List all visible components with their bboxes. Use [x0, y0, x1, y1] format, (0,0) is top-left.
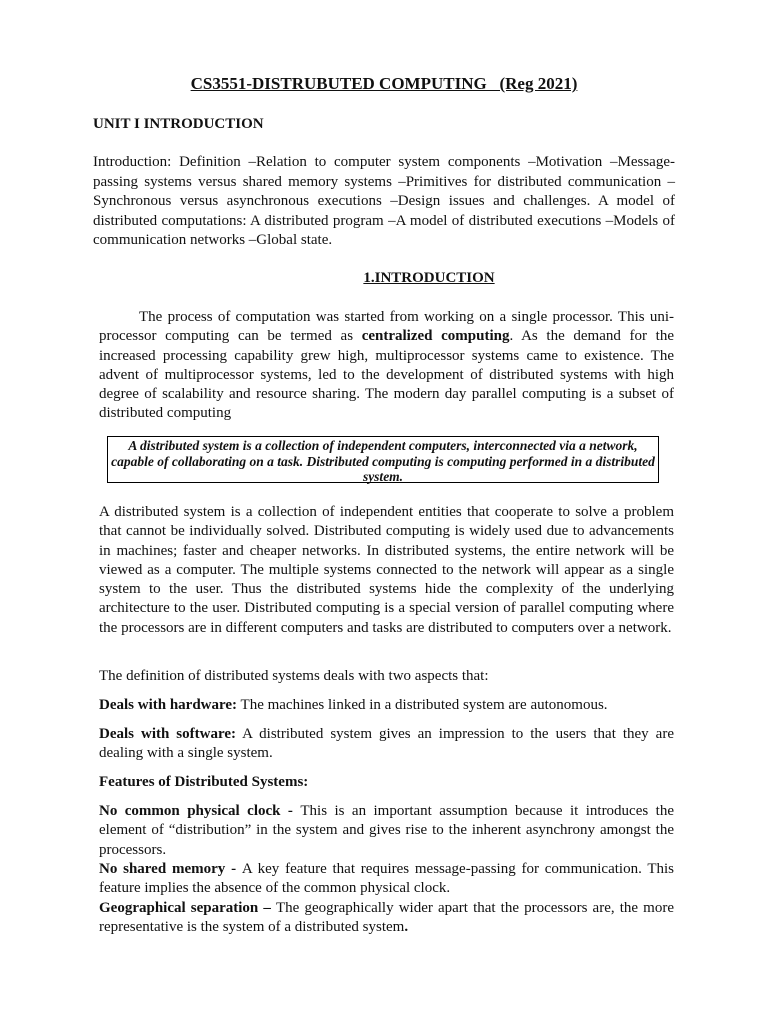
unit-heading: UNIT I INTRODUCTION	[93, 116, 264, 132]
intro-text-after: . As the demand for the increased processing capability grew high, multiprocessor systems came to existence. The advent of multiprocessor systems, led to the development of distributed systems with high degree of scalability and resource sharing. The modern day parallel computing is a subset of distributed computing	[99, 328, 674, 422]
intro-paragraph	[99, 308, 674, 424]
feature-label: No common physical clock -	[99, 803, 301, 819]
intro-text-before: The process of computation was started from working on a single processor. This uni-processor computing can be termed as	[99, 309, 674, 345]
feature-text: This is an important assumption because it introduces the element of “distribution” in the system and gives rise to the inherent asynchrony amongst the processors.	[99, 803, 674, 858]
software-text: A distributed system gives an impression to the users that they are dealing with a single system.	[99, 726, 674, 762]
feature-label: No shared memory -	[99, 861, 242, 877]
hardware-aspect-paragraph	[99, 696, 674, 715]
distributed-system-paragraph: A distributed system is a collection of independent entities that cooperate to solve a problem that cannot be individually solved. Distributed computing is widely used due to advancements in machines; faster and cheaper networks. In distributed systems, the entire network will be viewed as a computer. The multiple systems connected to the network will appear as a single system to the user. Thus the distributed systems hide the complexity of the underlying architecture to the user. Distributed computing is a special version of parallel computing where the processors are in different computers and tasks are distributed to computers over a network.	[99, 504, 674, 636]
features-heading: Features of Distributed Systems:	[99, 774, 309, 790]
syllabus-paragraph: Introduction: Definition –Relation to computer system components –Motivation –Message-passing systems versus shared memory systems –Primitives for distributed communication –Synchronous versus asynchronous executions –Design issues and challenges. A model of distributed computations: A distributed program –A model of distributed executions –Models of communication networks –Global state.	[93, 154, 675, 248]
hardware-label: Deals with hardware:	[99, 697, 238, 713]
feature-item-geography	[99, 899, 674, 938]
software-label: Deals with software:	[99, 726, 237, 742]
definition-box: A distributed system is a collection of independent computers, interconnected via a network, capable of collaborating on a task. Distributed computing is computing performed in a distributed system.	[107, 436, 659, 483]
feature-end-period: .	[404, 919, 409, 936]
feature-text: A key feature that requires message-passing for communication. This feature implies the absence of the common physical clock.	[99, 861, 675, 897]
feature-item-clock	[99, 802, 674, 860]
feature-item-memory	[99, 860, 674, 899]
software-aspect-paragraph	[99, 725, 674, 764]
section-heading: 1.INTRODUCTION	[363, 270, 495, 286]
hardware-text: The machines linked in a distributed system are autonomous.	[237, 697, 608, 713]
feature-text: The geographically wider apart that the processors are, the more representative is the system of a distributed system	[99, 900, 674, 936]
document-title: CS3551-DISTRUBUTED COMPUTING (Reg 2021)	[190, 74, 578, 93]
feature-label: Geographical separation –	[99, 900, 277, 916]
intro-bold-term: centralized computing	[361, 328, 510, 345]
definition-aspects-paragraph: The definition of distributed systems deals with two aspects that:	[99, 668, 489, 684]
